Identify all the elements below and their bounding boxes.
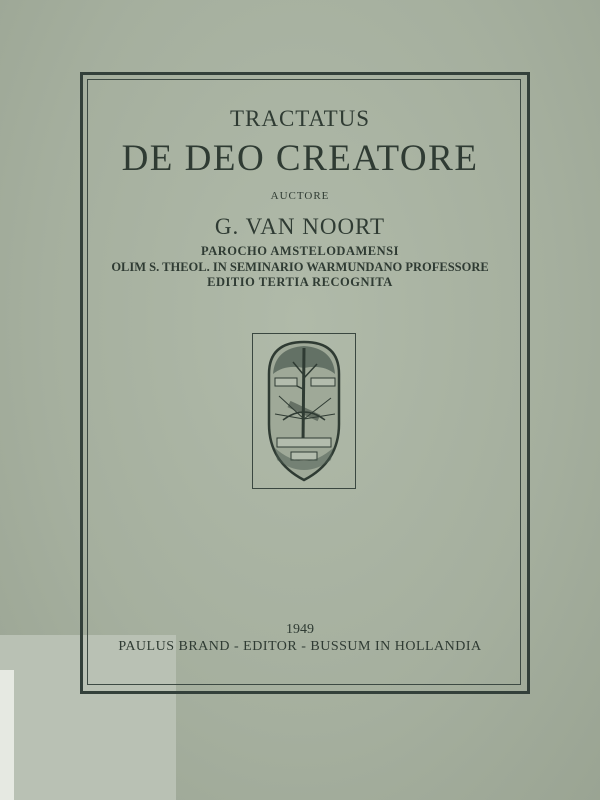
edition-note: EDITIO TERTIA RECOGNITA [207, 275, 393, 289]
author-affiliation: PAROCHO AMSTELODAMENSI [201, 244, 399, 258]
author-name: G. VAN NOORT [214, 214, 386, 239]
publisher-line: PAULUS BRAND - EDITOR - BUSSUM IN HOLLANDIA [118, 639, 482, 654]
emblem-shield-icon [253, 334, 355, 488]
library-label-strip [0, 670, 14, 800]
publication-year: 1949 [286, 622, 314, 637]
author-label: AUCTORE [270, 190, 330, 202]
title-main: DE DEO CREATORE [121, 138, 479, 179]
publisher-emblem [252, 333, 356, 489]
title-small: TRACTATUS [229, 106, 371, 131]
author-former-position: OLIM S. THEOL. IN SEMINARIO WARMUNDANO PROFESSORE [111, 260, 489, 274]
